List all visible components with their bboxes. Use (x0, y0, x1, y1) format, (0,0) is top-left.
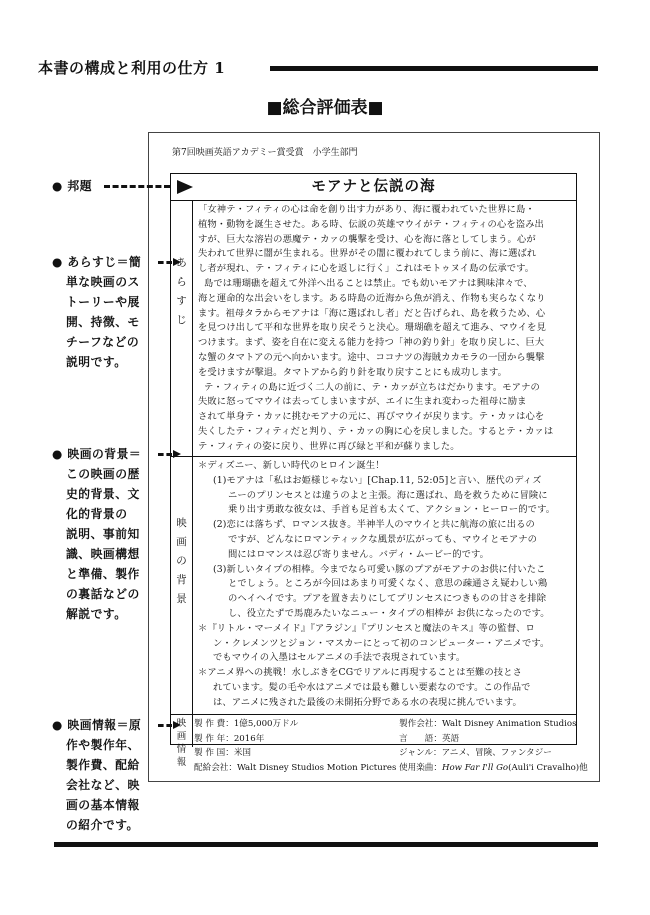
pointer-info (158, 724, 172, 727)
label-column-divider (192, 201, 193, 747)
footer-rule (54, 842, 598, 847)
evaluation-table (170, 173, 588, 773)
info-year: 製 作 年：2016年 (194, 733, 265, 744)
info-company: 製作会社：Walt Disney Animation Studios (399, 719, 577, 729)
arrow-right-icon (173, 258, 181, 266)
info-row (194, 717, 577, 732)
pointer-background (158, 453, 172, 456)
info-budget: 製 作 費：1億5,000万ドル (194, 719, 299, 729)
pointer-synopsis (158, 261, 172, 264)
info-row (194, 746, 574, 761)
background-label: 映 画 の 背 景 (176, 517, 187, 605)
info-distributor: 配給会社：Walt Disney Studios Motion Pictures (194, 762, 397, 773)
sheet-title: ■総合評価表■ (266, 98, 384, 118)
arrow-right-icon (173, 721, 181, 729)
info-songs: 使用楽曲：How Far I'll Go(Auli'i Cravalho)他 (399, 762, 588, 773)
annotation-title: ● 邦題 (52, 179, 92, 193)
header-title: 本書の構成と利用の仕方 1 (38, 59, 226, 77)
annotation-background: ● 映画の背景＝ この映画の歴 史的背景、文 化的背景の 説明、事前知 識、映画構想 と準備、製作 の裏話などの 解説です。 (52, 447, 142, 621)
info-country: 製 作 国：米国 (194, 748, 252, 758)
info-grid (194, 717, 588, 775)
award-line: 第7回映画英語アカデミー賞受賞 小学生部門 (172, 148, 358, 158)
header-rule (270, 66, 598, 71)
info-label: 映 画 情 報 (176, 718, 187, 768)
divider (171, 714, 576, 715)
synopsis-text: 「女神テ・フィティの心は命を創り出す力があり、海に覆われていた世界に島・ 植物・動物を誕生させた。ある時、伝説の英雄マウイがテ・フィティの心を盗み出 すが、巨大な溶岩の悪魔テ・カァの襲撃を受け、心を海に落としてしまう。心が 失われて世界に闇が生まれる。世界がその闇に覆われてしまう前に、海に選ばれ し者が現れ、テ・フィティに心を返しに行く」これはモトゥヌイ島の伝承です。 島では珊瑚礁を超えて外洋へ出ることは禁止。でも幼いモアナは興味津々で、 海と運命的な出会いをします。ある時島の近海から魚が消え、作物も実らなくなり ます。祖母タラからモアナは「海に選ばれし者」だと告げられ、島を救うため、心 を見つけ出して平和な世界を取り戻そうと決心。珊瑚礁を超えて進み、マウイを見 つけます。まず、姿を自在に変える能力を持つ「神の釣り針」を取り戻しに、巨大 な蟹のタマトアの元へ向かいます。途中、ココナツの海賊カカモラの一団から襲撃 を受けますが撃退。タマトアから釣り針を取り戻すことにも成功します。 テ・フィティの島に近づく二人の前に、テ・カァが立ちはだかります。モアナの 失敗に怒ってマウイは去ってしまいますが、エイに生まれ変わった祖母に励ま されて単身テ・カァに挑むモアナの元に、再びマウイが戻ります。テ・カァは心を 失くしたテ・フィティだと判り、テ・カァの胸に心を戻しました。するとテ・カァは テ・フィティの姿に戻り、世界に再び緑と平和が蘇りました。 (198, 204, 554, 452)
film-title: モアナと伝説の海 (311, 178, 436, 195)
info-row (194, 761, 588, 776)
annotation-info: ● 映画情報＝原 作や製作年、 製作費、配給 会社など、映 画の基本情報 の紹介です。 (52, 718, 142, 832)
info-genre: ジャンル：アニメ、冒険、ファンタジー (399, 748, 552, 758)
info-row (194, 732, 574, 747)
pointer-title (104, 185, 170, 188)
divider (171, 200, 576, 201)
background-text: ＊ディズニー、新しい時代のヒロイン誕生！ (1)モアナは「私はお姫様じゃない」[Chap.11, 52:05]と言い、歴代のディズ ニーのプリンセスとは違うのよと主張。海に選ばれ、島を救うために冒険に 乗り出す勇敢な彼女は、手首も足首も太くて、アクション・ヒーロー的です。 (2)恋には落ちず、ロマンス抜き。半神半人のマウイと共に航海の旅に出るの ですが、どんなにロマンティックな風景が広がっても、マウイとモアナの 間にはロマンスは忍び寄りません。バディ・ムービー的です。 (3)新しいタイプの相棒。今までなら可愛い豚のプアがモアナのお供に付いたこ とでしょう。ところが今回はあまり可愛くなく、意思の疎通さえ疑わしい鶏 のヘイヘイです。プアを置き去りにしてプリンセスにつきものの甘さを排除 し、役立たずで馬鹿みたいなニュー・タイプの相棒が お供になったのです。 ＊『リトル・マーメイド』『アラジン』『プリンセスと魔法のキス』等の監督、ロ ン・クレメンツとジョン・マスカーにとって初のコンピューター・アニメです。 でもマウイの入墨はセルアニメの手法で表現されています。 ＊アニメ界への挑戦！水しぶきをCGでリアルに再現することは至難の技とさ れています。髪の毛や水はアニメでは最も難しい要素なのです。この作品で は、アニメに残された最後の未開拓分野である水の表現に挑んでいます。 (198, 460, 556, 708)
synopsis-label: あ ら す じ (176, 257, 187, 326)
info-language: 言 語：英語 (399, 733, 460, 744)
divider (171, 456, 576, 457)
annotation-synopsis: ● あらすじ＝簡 単な映画のス トーリーや展 開、持徴、モ チーフなどの 説明です。 (52, 255, 142, 369)
arrow-right-icon (173, 450, 181, 458)
